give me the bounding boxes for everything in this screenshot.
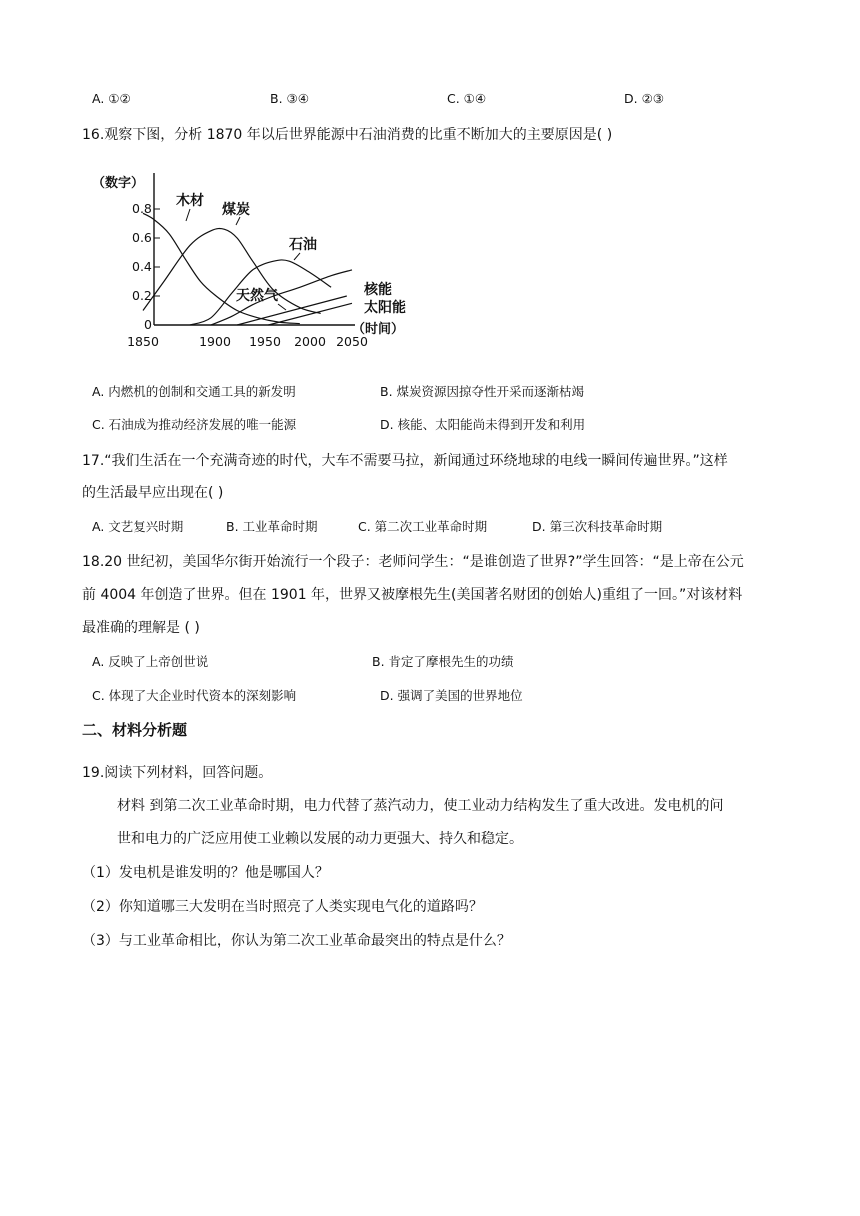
y-tick-0.2: 0.2: [132, 288, 152, 303]
q17-stem-line2: 的生活最早应出现在( ): [82, 485, 224, 501]
q19-sub-question-2: （2）你知道哪三大发明在当时照亮了人类实现电气化的道路吗？: [82, 899, 483, 915]
q16-option-d: D. 核能、太阳能尚未得到开发和利用: [380, 417, 586, 432]
q17-option-b: B. 工业革命时期: [226, 519, 318, 534]
x-tick-2000: 2000: [294, 334, 326, 349]
series-label-wood: 木材: [176, 193, 204, 209]
q16-option-a: A. 内燃机的创制和交通工具的新发明: [92, 384, 296, 399]
q18-stem-line1: 18.20 世纪初，美国华尔街开始流行一个段子：老师问学生：“是谁创造了世界?”学生回答：“是上帝在公元: [82, 554, 744, 570]
y-axis-label: （数字）: [92, 176, 145, 191]
q18-option-c: C. 体现了大企业时代资本的深刻影响: [92, 688, 297, 703]
y-tick-0.8: 0.8: [132, 201, 152, 216]
y-tick-0.4: 0.4: [132, 259, 152, 274]
section-title: 二、材料分析题: [82, 721, 188, 739]
x-tick-1900: 1900: [199, 334, 231, 349]
y-tick-0.6: 0.6: [132, 230, 152, 245]
q18-stem-line3: 最准确的理解是 ( ): [82, 620, 200, 636]
q18-option-b: B. 肯定了摩根先生的功绩: [372, 654, 514, 669]
q18-stem-line2: 前 4004 年创造了世界。但在 1901 年，世界又被摩根先生(美国著名财团的创始人)重组了一回。”对该材料: [82, 587, 743, 603]
series-label-coal: 煤炭: [222, 202, 250, 218]
q19-material-line1: 材料 到第二次工业革命时期，电力代替了蒸汽动力，使工业动力结构发生了重大改进。发电机的问: [117, 798, 724, 814]
q19-material-line2: 世和电力的广泛应用使工业赖以发展的动力更强大、持久和稳定。: [117, 831, 523, 847]
q16-option-b: B. 煤炭资源因掠夺性开采而逐渐枯竭: [380, 384, 585, 399]
q17-option-c: C. 第二次工业革命时期: [358, 519, 488, 534]
q17-option-d: D. 第三次科技革命时期: [532, 519, 663, 534]
x-tick-2050: 2050: [336, 334, 368, 349]
q19-stem: 19.阅读下列材料，回答问题。: [82, 765, 273, 781]
q15-option-b: B. ③④: [270, 91, 309, 106]
q19-sub-question-3: （3）与工业革命相比，你认为第二次工业革命最突出的特点是什么？: [82, 933, 511, 949]
y-tick-0: 0: [144, 317, 152, 332]
x-axis-label: （时间）: [352, 322, 405, 337]
x-tick-1950: 1950: [249, 334, 281, 349]
q17-option-a: A. 文艺复兴时期: [92, 519, 184, 534]
q15-option-c: C. ①④: [447, 91, 487, 106]
series-label-nuclear: 核能: [364, 282, 392, 298]
q18-option-d: D. 强调了美国的世界地位: [380, 688, 523, 703]
series-lines: [143, 213, 352, 325]
q16-stem: 16.观察下图，分析 1870 年以后世界能源中石油消费的比重不断加大的主要原因是( ): [82, 127, 613, 143]
q15-option-a: A. ①②: [92, 91, 131, 106]
x-tick-1850: 1850: [127, 334, 159, 349]
series-label-oil: 石油: [289, 237, 317, 253]
q18-option-a: A. 反映了上帝创世说: [92, 654, 209, 669]
q16-option-c: C. 石油成为推动经济发展的唯一能源: [92, 417, 297, 432]
q19-sub-question-1: （1）发电机是谁发明的？他是哪国人？: [82, 865, 329, 881]
series-label-solar: 太阳能: [364, 300, 406, 316]
q17-stem-line1: 17.“我们生活在一个充满奇迹的时代，大车不需要马拉，新闻通过环绕地球的电线一瞬间传遍世界。”这样: [82, 453, 728, 469]
energy-consumption-chart: [90, 165, 450, 355]
q15-option-d: D. ②③: [624, 91, 664, 106]
series-label-natural-gas: 天然气: [236, 288, 278, 304]
